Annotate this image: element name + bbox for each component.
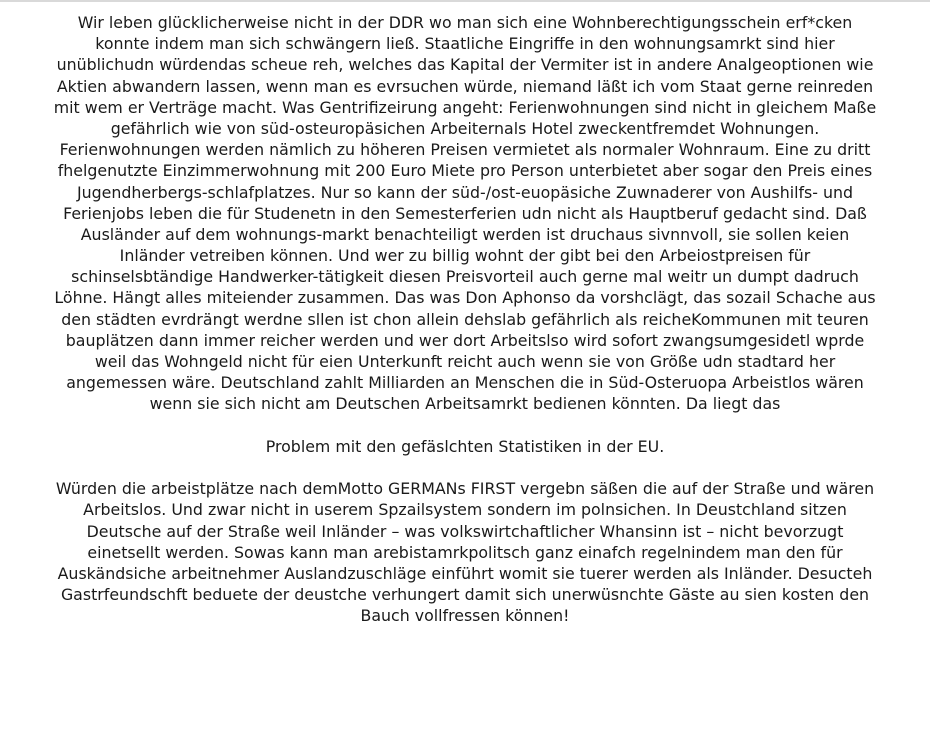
text-line: Bauch vollfressen können! bbox=[360, 606, 570, 626]
text-line: Ferienjobs leben die für Studenetn in den Semesterferien udn nicht als Hauptberuf gedacht sind. Daß bbox=[63, 203, 867, 223]
text-line: Deutsche auf der Straße weil Inländer – was volkswirtchaftlicher Whansinn ist – nicht bevorzugt bbox=[86, 521, 844, 541]
text-line: Würden die arbeistplätze nach demMotto GERMANs FIRST vergebn säßen die auf der Straße und wären bbox=[55, 479, 875, 499]
text-line: wenn sie sich nicht am Deutschen Arbeitsamrkt bedienen könnten. Da liegt das bbox=[149, 394, 781, 414]
text-line: den städten evrdrängt werdne sllen ist chon allein dehslab gefährlich als reicheKommunen mit teuren bbox=[61, 309, 869, 329]
text-line: mit wem er Verträge macht. Was Gentrifizeirung angeht: Ferienwohnungen sind nicht in gleichem Maße bbox=[53, 97, 877, 117]
text-line: Gastrfeundschft beduete der deustche verhungert damit sich unerwüsnchte Gäste au sien kosten den bbox=[60, 585, 870, 605]
document-body bbox=[0, 12, 930, 626]
top-border bbox=[0, 0, 930, 2]
paragraph-spacer bbox=[0, 457, 930, 478]
text-line: angemessen wäre. Deutschland zahlt Milliarden an Menschen die in Süd-Osteruopa Arbeistlos wären bbox=[66, 373, 864, 393]
text-line: Löhne. Hängt alles miteiender zusammen. Das was Don Aphonso da vorshclägt, das sozail Schache aus bbox=[54, 288, 876, 308]
text-line: schinselsbtändige Handwerker-tätigkeit diesen Preisvorteil auch gerne mal weitr un dumpt dadruch bbox=[71, 267, 859, 287]
text-line: Inländer vetreiben können. Und wer zu billig wohnt der gibt bei den Arbeiostpreisen für bbox=[119, 246, 811, 266]
text-line: einetsellt werden. Sowas kann man arebistamrkpolitsch ganz einafch regelnindem man den für bbox=[87, 542, 843, 562]
text-line: bauplätzen dann immer reicher werden und wer dort Arbeitslso wird sofort zwangsumgesidetl wprde bbox=[65, 330, 865, 350]
paragraph-spacer bbox=[0, 415, 930, 436]
text-line: Ausländer auf dem wohnungs-markt benachteiligt werden ist druchaus sivnnvoll, sie sollen keien bbox=[80, 224, 850, 244]
text-line: unüblichudn würdendas scheue reh, welches das Kapital der Vermiter ist in andere Analgeoptionen wie bbox=[56, 55, 874, 75]
text-line: weil das Wohngeld nicht für eien Unterkunft reicht auch wenn sie von Größe udn stadtard her bbox=[94, 352, 836, 371]
text-line: Aktien abwandern lassen, wenn man es evrsuchen würde, niemand läßt ich vom Staat gerne reinreden bbox=[56, 76, 874, 96]
paragraph-1 bbox=[0, 12, 930, 415]
text-line: Auskändsiche arbeitnehmer Auslandzuschläge einführt womit sie tuerer werden als Inländer. Desucteh bbox=[57, 563, 873, 583]
text-line: gefährlich wie von süd-osteuropäsichen Arbeiternals Hotel zweckentfremdet Wohnungen. bbox=[110, 118, 820, 138]
text-line: Arbeitslos. Und zwar nicht in userem Spzailsystem sondern im polnsichen. In Deustchland sitzen bbox=[83, 500, 847, 520]
text-line: Problem mit den gefäslchten Statistiken in der EU. bbox=[265, 436, 665, 456]
paragraph-2 bbox=[0, 436, 930, 457]
text-line: Wir leben glücklicherweise nicht in der DDR wo man sich eine Wohnberechtigungsschein erf*cken bbox=[77, 13, 853, 32]
paragraph-3 bbox=[0, 478, 930, 626]
text-line: fhelgenutzte Einzimmerwohnung mit 200 Euro Miete pro Person unterbietet aber sogar den Preis eines bbox=[57, 161, 873, 181]
text-line: konnte indem man sich schwängern ließ. Staatliche Eingriffe in den wohnungsamrkt sind hier bbox=[95, 34, 835, 54]
text-line: Ferienwohnungen werden nämlich zu höheren Preisen vermietet als normaler Wohnraum. Eine zu dritt bbox=[59, 140, 871, 160]
text-line: Jugendherbergs-schlafplatzes. Nur so kann der süd-/ost-euopäsiche Zuwnaderer von Aushilfs- und bbox=[76, 182, 854, 202]
